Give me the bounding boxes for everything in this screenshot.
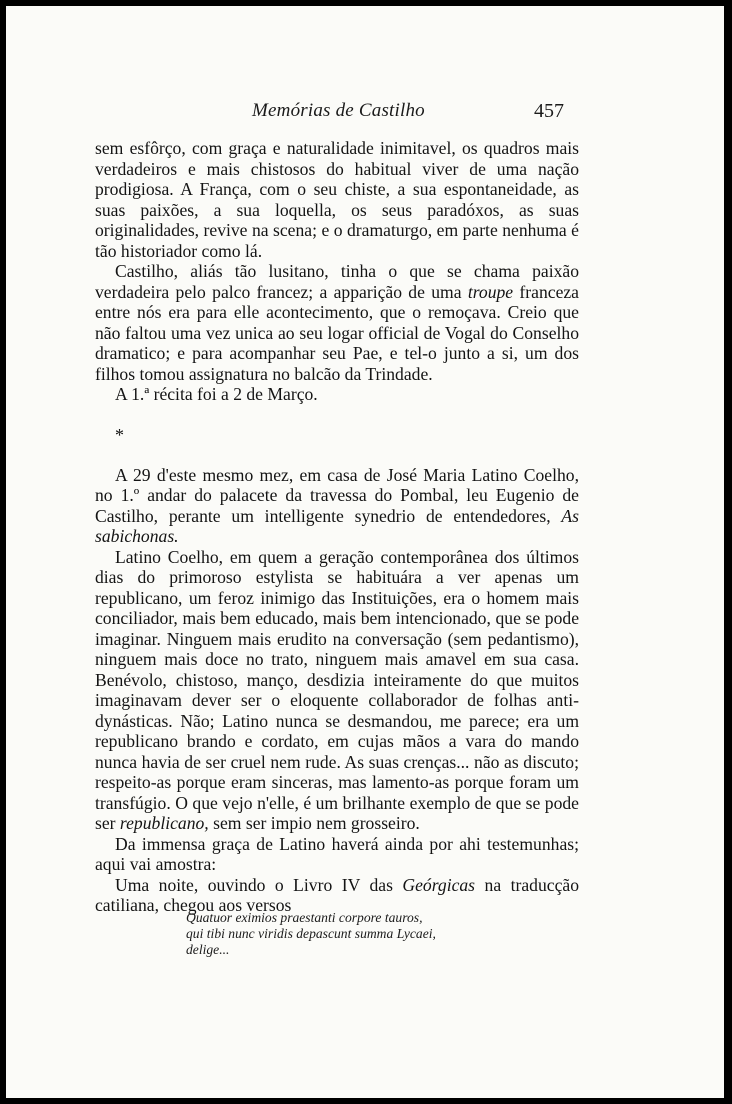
paragraph-5-text-a: Latino Coelho, em quem a geração contemporânea dos últimos dias do primoroso estylista se habituára a ver apenas um republicano, um feroz inimigo das Instituições, era o homem mais conciliador, mais bem educado, mais bem intencionado, que se pode imaginar. Ninguem mais erudito na conversação (sem pedantismo), ninguem mais doce no trato, ninguem mais amavel em sua casa. Benévolo, chistoso, manço, desdizia inteiramente do que muitos imaginavam dever ser o eloquente collaborador de folhas anti-dynásticas. Não; Latino nunca se desmandou, me parece; era um republicano brando e cordato, em cujas mãos a vara do mando nunca havia de ser cruel nem rude. As suas crenças... não as discuto; respeito-as porque eram sinceras, mas lamento-as porque foram um transfúgio. O que vejo n'elle, é um brilhante exemplo de que se pode ser [95, 546, 579, 833]
book-page [6, 6, 724, 1098]
paragraph-3: A 1.ª récita foi a 2 de Março. [115, 384, 318, 404]
as-sabichonas-title: As sabichonas. [95, 505, 579, 546]
paragraph-2 [95, 261, 579, 384]
paragraph-2-text-b: franceza entre nós era para elle acontecimento, que o remoçava. Creio que não faltou uma vez unica ao seu logar official de Vogal do Conselho dramatico; e para acompanhar seu Pae, e tel-o junto a si, um dos filhos tomou assignatura no balcão da Trindade. [95, 281, 579, 384]
paragraph-7-text-b: na traducção catiliana, chegou aos versos [95, 874, 579, 915]
paragraph-5-text-b: sem ser impio nem grosseiro. [208, 813, 420, 833]
page-header [6, 100, 724, 126]
body-text [95, 138, 579, 916]
paragraph-7-text-a: Uma noite, ouvindo o Livro IV das [115, 874, 403, 895]
paragraph-5 [95, 547, 579, 834]
paragraph-2-text-a: Castilho, aliás tão lusitano, tinha o que se chama paixão verdadeira pelo palco francez; a apparição de uma [95, 261, 579, 302]
running-title: Memórias de Castilho [252, 100, 425, 121]
page-number: 457 [534, 100, 564, 122]
paragraph-1: sem esfôrço, com graça e naturalidade inimitavel, os quadros mais verdadeiros e mais chistosos do habitual viver de uma nação prodigiosa. A França, com o seu chiste, a sua espontaneidade, as suas paixões, a sua loquella, os seus paradóxos, as suas originalidades, revive na scena; e o dramaturgo, em parte nenhuma é tão historiador como lá. [95, 138, 579, 261]
republicano-italic: republicano, [119, 813, 209, 833]
latin-quote [186, 910, 516, 958]
paragraph-4 [95, 465, 579, 547]
section-separator: * [115, 424, 124, 445]
quote-line-1: Quatuor eximios praestanti corpore tauros, [186, 910, 423, 925]
paragraph-4-text: A 29 d'este mesmo mez, em casa de José Maria Latino Coelho, no 1.º andar do palacete da travessa do Pombal, leu Eugenio de Castilho, perante um intelligente synedrio de entendedores, [95, 464, 579, 526]
georgicas-title: Geórgicas [402, 874, 476, 895]
quote-line-2: qui tibi nunc viridis depascunt summa Lycaei, [186, 926, 436, 941]
paragraph-6: Da immensa graça de Latino haverá ainda por ahi testemunhas; aqui vai amostra: [95, 833, 579, 874]
troupe-italic: troupe [467, 281, 514, 302]
quote-line-3: delige... [186, 942, 230, 957]
